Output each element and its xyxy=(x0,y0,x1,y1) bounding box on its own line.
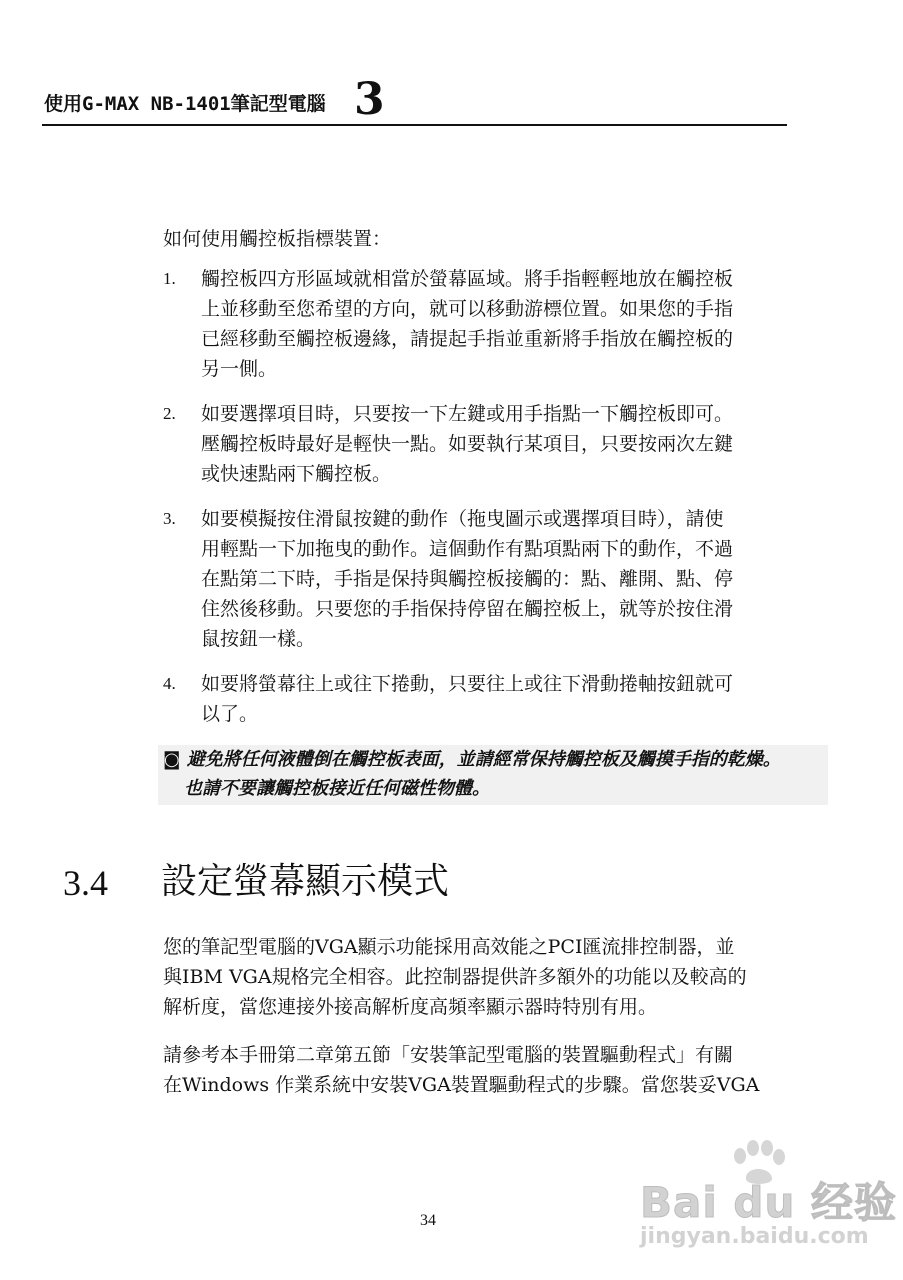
intro-heading: 如何使用觸控板指標裝置： xyxy=(163,228,392,250)
list-item-line: 如要模擬按住滑鼠按鍵的動作（拖曳圖示或選擇項目時），請使 xyxy=(201,508,724,530)
header-chapter-number: 3 xyxy=(354,74,385,125)
list-item-line: 如要將螢幕往上或往下捲動，只要往上或往下滑動捲軸按鈕就可 xyxy=(201,673,734,695)
paragraph-line: 與IBM VGA規格完全相容。此控制器提供許多額外的功能以及較高的 xyxy=(163,966,747,988)
note-line-2: 也請不要讓觸控板接近任何磁性物體。 xyxy=(184,778,490,799)
list-item-line: 用輕點一下加拖曳的動作。這個動作有點項點兩下的動作，不過 xyxy=(201,538,734,560)
list-item-number: 1. xyxy=(163,269,176,288)
list-item xyxy=(163,264,833,384)
page-header xyxy=(42,72,787,126)
paragraph-line: 請參考本手冊第二章第五節「安裝筆記型電腦的裝置驅動程式」有關 xyxy=(163,1044,734,1066)
list-item xyxy=(163,504,833,654)
watermark-logo-text: Bai du 经验 xyxy=(640,1178,897,1227)
list-item-line: 觸控板四方形區域就相當於螢幕區域。將手指輕輕地放在觸控板 xyxy=(201,268,734,290)
list-item-line: 另一側。 xyxy=(201,358,278,380)
section-number: 3.4 xyxy=(63,863,108,903)
paragraph-line: 您的筆記型電腦的VGA顯示功能採用高效能之PCI匯流排控制器，並 xyxy=(163,936,735,958)
list-item-line: 壓觸控板時最好是輕快一點。如要執行某項目，只要按兩次左鍵 xyxy=(201,433,734,455)
watermark xyxy=(632,1140,897,1258)
list-item-line: 在點第二下時，手指是保持與觸控板接觸的：點、離開、點、停 xyxy=(201,568,734,590)
caution-note xyxy=(158,745,828,805)
list-item-line: 或快速點兩下觸控板。 xyxy=(201,463,392,485)
page-number: 34 xyxy=(420,1212,436,1229)
watermark-url: jingyan.baidu.com xyxy=(640,1224,869,1249)
list-item xyxy=(163,399,833,489)
note-text-1: 避免將任何液體倒在觸控板表面，並請經常保持觸控板及觸摸手指的乾燥。 xyxy=(186,749,781,770)
list-item-number: 2. xyxy=(163,404,176,423)
list-item-line: 以了。 xyxy=(201,703,259,725)
list-item xyxy=(163,669,833,729)
paragraph-line: 解析度，當您連接外接高解析度高頻率顯示器時特別有用。 xyxy=(163,996,658,1018)
instruction-list xyxy=(163,264,833,744)
list-item-line: 鼠按鈕一樣。 xyxy=(201,628,316,650)
list-item-number: 3. xyxy=(163,509,176,528)
header-title: 使用G-MAX NB-1401筆記型電腦 xyxy=(44,93,326,115)
note-marker-icon: ◙ xyxy=(163,749,181,770)
list-item-number: 4. xyxy=(163,674,176,693)
paragraph xyxy=(163,932,833,1022)
list-item-line: 住然後移動。只要您的手指保持停留在觸控板上，就等於按住滑 xyxy=(201,598,734,620)
list-item-line: 已經移動至觸控板邊緣，請提起手指並重新將手指放在觸控板的 xyxy=(201,328,734,350)
section-title: 設定螢幕顯示模式 xyxy=(161,861,450,902)
note-line-1 xyxy=(158,745,828,774)
paragraph-line: 在Windows 作業系統中安裝VGA裝置驅動程式的步驟。當您裝妥VGA xyxy=(163,1074,760,1096)
list-item-line: 如要選擇項目時，只要按一下左鍵或用手指點一下觸控板即可。 xyxy=(201,403,734,425)
list-item-line: 上並移動至您希望的方向，就可以移動游標位置。如果您的手指 xyxy=(201,298,734,320)
paragraph xyxy=(163,1040,833,1100)
